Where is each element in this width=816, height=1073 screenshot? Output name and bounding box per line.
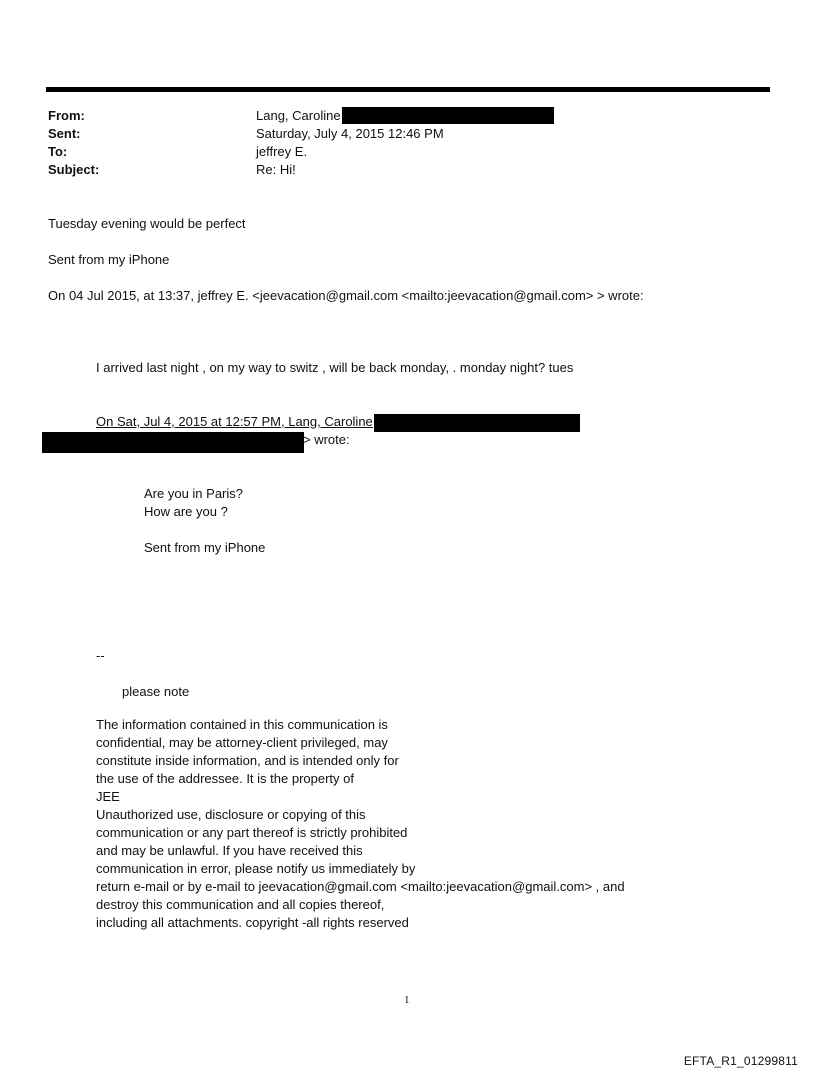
disclaimer-line: The information contained in this communication is — [96, 717, 388, 732]
from-label: From: — [48, 108, 85, 123]
to-label: To: — [48, 144, 68, 159]
nested-line-1: Are you in Paris? — [144, 486, 243, 501]
quote-intro: On 04 Jul 2015, at 13:37, jeffrey E. <jeevacation@gmail.com <mailto:jeevacation@gmail.com> > wrote: — [48, 288, 644, 303]
header-rule — [46, 87, 770, 92]
disclaimer-line: destroy this communication and all copies thereof, — [96, 897, 385, 912]
reply-text: Tuesday evening would be perfect — [48, 216, 246, 231]
nested-quote-intro: On Sat, Jul 4, 2015 at 12:57 PM, Lang, Caroline — [96, 414, 373, 429]
disclaimer-line: the use of the addressee. It is the property of — [96, 771, 354, 786]
disclaimer-line: constitute inside information, and is intended only for — [96, 753, 399, 768]
sent-label: Sent: — [48, 126, 81, 141]
document-id: EFTA_R1_01299811 — [683, 1054, 798, 1068]
quoted-reply: I arrived last night , on my way to switz , will be back monday, . monday night? tues — [96, 360, 574, 375]
redaction-box — [342, 107, 554, 124]
disclaimer-line: Unauthorized use, disclosure or copying of this — [96, 807, 366, 822]
from-value: Lang, Caroline — [256, 108, 341, 123]
nested-signature: Sent from my iPhone — [144, 540, 266, 555]
sent-value: Saturday, July 4, 2015 12:46 PM — [256, 126, 444, 141]
nested-quote-wrote: > wrote: — [303, 432, 350, 447]
disclaimer-line: communication in error, please notify us immediately by — [96, 861, 416, 876]
subject-label: Subject: — [48, 162, 100, 177]
disclaimer-line: return e-mail or by e-mail to jeevacation@gmail.com <mailto:jeevacation@gmail.com> , and — [96, 879, 625, 894]
redaction-box — [42, 432, 304, 453]
subject-value: Re: Hi! — [256, 162, 296, 177]
signature-line: Sent from my iPhone — [48, 252, 170, 267]
redaction-box — [374, 414, 580, 432]
disclaimer-line: confidential, may be attorney-client privileged, may — [96, 735, 388, 750]
disclaimer-line: including all attachments. copyright -all rights reserved — [96, 915, 409, 930]
disclaimer-block — [96, 716, 625, 932]
signature-separator: -- — [96, 648, 105, 663]
disclaimer-line: JEE — [96, 789, 120, 804]
nested-line-2: How are you ? — [144, 504, 228, 519]
disclaimer-line: and may be unlawful. If you have received this — [96, 843, 363, 858]
page-number: 1 — [404, 994, 410, 1006]
disclaimer-line: communication or any part thereof is strictly prohibited — [96, 825, 408, 840]
please-note: please note — [122, 684, 190, 699]
to-value: jeffrey E. — [256, 144, 308, 159]
